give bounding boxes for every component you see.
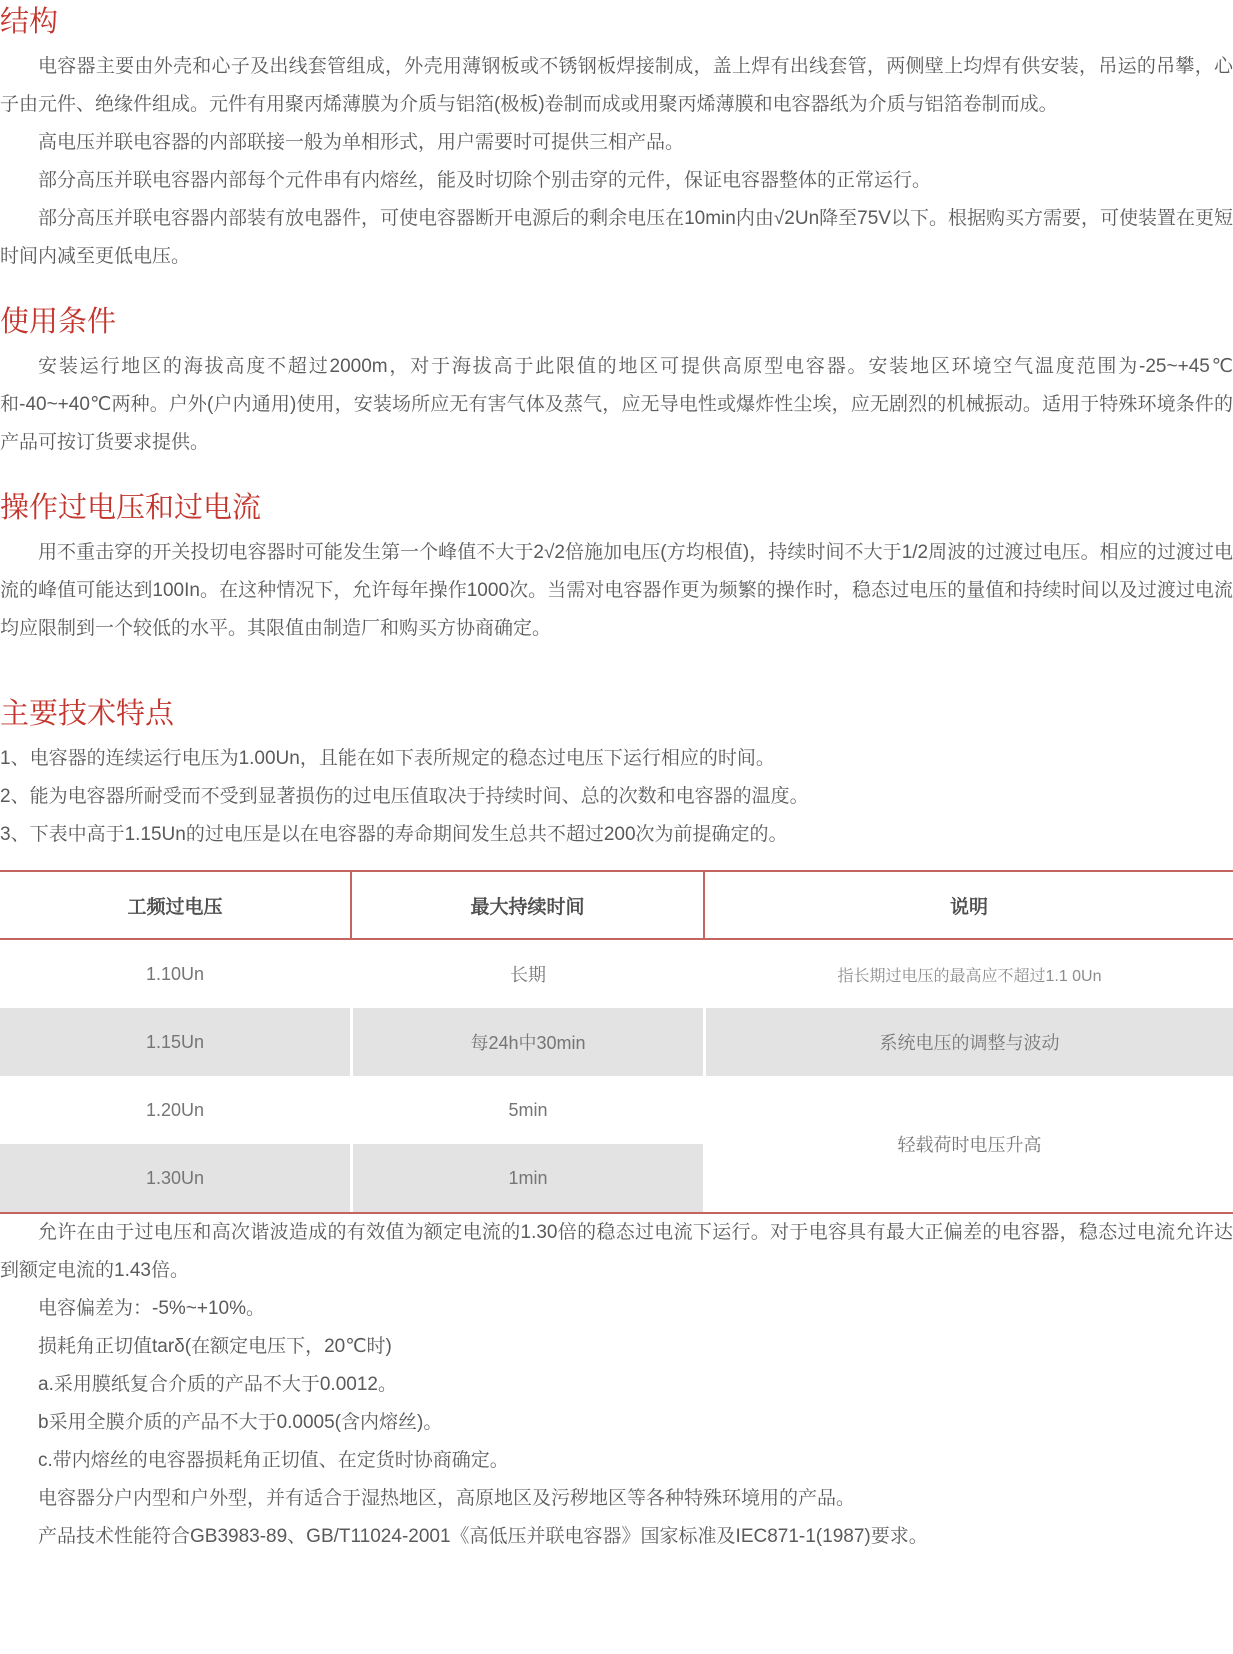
cell-voltage: 1.30Un: [0, 1144, 350, 1212]
feature-item-1: 1、电容器的连续运行电压为1.00Un，且能在如下表所规定的稳态过电压下运行相应的时间。: [0, 748, 775, 769]
paragraph-usage-1: 安装运行地区的海拔高度不超过2000m，对于海拔高于此限值的地区可提供高原型电容器。安装地区环境空气温度范围为-25~+45℃和-40~+40℃两种。户外(户内通用)使用，安装场所应无有害气体及蒸气，应无导电性或爆炸性尘埃，应无剧烈的机械振动。适用于特殊环境条件的产品可按订货要求提供。: [0, 356, 1233, 453]
table-row: [0, 1008, 1233, 1076]
cell-note: 指长期过电压的最高应不超过1.1 0Un: [703, 940, 1233, 1008]
paragraph-structure-3: 部分高压并联电容器内部每个元件串有内熔丝，能及时切除个别击穿的元件，保证电容器整体的正常运行。: [38, 170, 932, 191]
cell-duration: 1min: [350, 1144, 703, 1212]
note-loss-tangent-c: c.带内熔丝的电容器损耗角正切值、在定货时协商确定。: [38, 1450, 509, 1471]
table-header-row: [0, 872, 1233, 940]
paragraph-structure-1: 电容器主要由外壳和心子及出线套管组成，外壳用薄钢板或不锈钢板焊接制成，盖上焊有出线套管，两侧壁上均焊有供安装，吊运的吊攀，心子由元件、绝缘件组成。元件有用聚丙烯薄膜为介质与铝箔(极板)卷制而成或用聚丙烯薄膜和电容器纸为介质与铝箔卷制而成。: [0, 56, 1233, 115]
note-product-types: 电容器分户内型和户外型，并有适合于湿热地区，高原地区及污秽地区等各种特殊环境用的产品。: [38, 1488, 856, 1509]
paragraph-structure-2: 高电压并联电容器的内部联接一般为单相形式，用户需要时可提供三相产品。: [38, 132, 685, 153]
table-header-max-duration: 最大持续时间: [350, 872, 703, 940]
table-row: [0, 940, 1233, 1008]
document-body: [0, 4, 1233, 1556]
note-steady-state-overcurrent: 允许在由于过电压和高次谐波造成的有效值为额定电流的1.30倍的稳态过电流下运行。对于电容具有最大正偏差的电容器，稳态过电流允许达到额定电流的1.43倍。: [0, 1222, 1233, 1281]
cell-duration: 长期: [350, 940, 703, 1008]
cell-voltage: 1.20Un: [0, 1076, 350, 1144]
note-capacitance-tolerance: 电容偏差为：-5%~+10%。: [38, 1298, 266, 1319]
cell-duration: 5min: [350, 1076, 703, 1144]
cell-voltage: 1.10Un: [0, 940, 350, 1008]
note-loss-tangent: 损耗角正切值tarδ(在额定电压下，20℃时): [38, 1336, 392, 1357]
table-header-description: 说明: [703, 872, 1233, 940]
cell-note: 系统电压的调整与波动: [703, 1008, 1233, 1076]
paragraph-overvoltage-1: 用不重击穿的开关投切电容器时可能发生第一个峰值不大于2√2倍施加电压(方均根值)，持续时间不大于1/2周波的过渡过电压。相应的过渡过电流的峰值可能达到100In。在这种情况下，允许每年操作1000次。当需对电容器作更为频繁的操作时，稳态过电压的量值和持续时间以及过渡过电流均应限制到一个较低的水平。其限值由制造厂和购买方协商确定。: [0, 542, 1233, 639]
note-loss-tangent-a: a.采用膜纸复合介质的产品不大于0.0012。: [38, 1374, 397, 1395]
table-row: [0, 1076, 1233, 1144]
section-heading-overvoltage: 操作过电压和过电流: [0, 492, 262, 524]
feature-item-2: 2、能为电容器所耐受而不受到显著损伤的过电压值取决于持续时间、总的次数和电容器的温度。: [0, 786, 809, 807]
note-standards-compliance: 产品技术性能符合GB3983-89、GB/T11024-2001《高低压并联电容器》国家标准及IEC871-1(1987)要求。: [38, 1526, 928, 1547]
section-heading-usage-conditions: 使用条件: [0, 306, 117, 338]
note-loss-tangent-b: b采用全膜介质的产品不大于0.0005(含内熔丝)。: [38, 1412, 443, 1433]
section-heading-structure: 结构: [0, 6, 59, 38]
section-heading-technical-features: 主要技术特点: [0, 698, 175, 730]
cell-duration: 每24h中30min: [350, 1008, 703, 1076]
feature-item-3: 3、下表中高于1.15Un的过电压是以在电容器的寿命期间发生总共不超过200次为前提确定的。: [0, 824, 788, 845]
cell-voltage: 1.15Un: [0, 1008, 350, 1076]
table-header-frequency-overvoltage: 工频过电压: [0, 872, 350, 940]
cell-note-merged: 轻载荷时电压升高: [703, 1076, 1233, 1212]
overvoltage-duration-table: [0, 870, 1233, 1214]
paragraph-structure-4: 部分高压并联电容器内部装有放电器件，可使电容器断开电源后的剩余电压在10min内由√2Un降至75V以下。根据购买方需要，可使装置在更短时间内减至更低电压。: [0, 208, 1233, 267]
